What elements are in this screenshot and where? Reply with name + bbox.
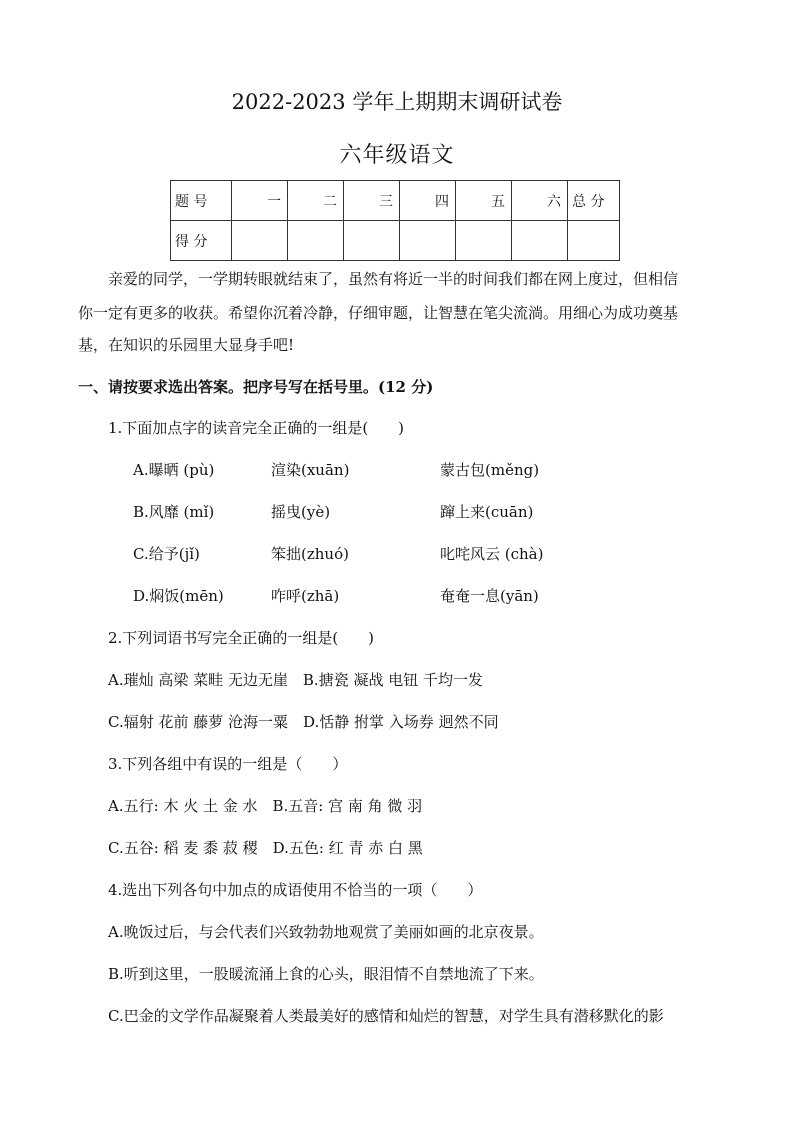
- q1-option-b-word-3: 蹿上来(cuān): [440, 503, 534, 521]
- q1-option-b: B.风靡 (mǐ): [133, 503, 215, 521]
- score-cell-1[interactable]: [232, 221, 288, 261]
- q1-option-d-word-3: 奄奄一息(yān): [440, 587, 539, 605]
- q1-option-b-word-2: 摇曳(yè): [271, 503, 331, 521]
- score-table: [170, 180, 620, 261]
- q1-option-c: C.给予(jǐ): [133, 545, 200, 563]
- header-cell-4: 四: [400, 181, 456, 221]
- score-cell-6[interactable]: [512, 221, 568, 261]
- header-cell-3: 三: [344, 181, 400, 221]
- header-cell-total: 总 分: [568, 181, 620, 221]
- question-2-stem: 2.下列词语书写完全正确的一组是( ): [108, 629, 375, 647]
- q1-option-c-word-2: 笨拙(zhuó): [271, 545, 349, 563]
- score-row-label: 得 分: [171, 221, 232, 261]
- header-cell-1: 一: [232, 181, 288, 221]
- exam-title: 2022-2023 学年上期期末调研试卷: [231, 90, 563, 114]
- header-cell-label: 题 号: [171, 181, 232, 221]
- q4-option-b: B.听到这里，一股暖流涌上食的心头，眼泪情不自禁地流了下来。: [108, 965, 544, 983]
- score-table-score-row: [171, 221, 620, 261]
- score-cell-4[interactable]: [400, 221, 456, 261]
- q3-options-ab: A.五行: 木 火 土 金 水 B.五音: 宫 南 角 微 羽: [108, 797, 423, 815]
- score-cell-total[interactable]: [568, 221, 620, 261]
- intro-line-2: 你一定有更多的收获。希望你沉着冷静，仔细审题，让智慧在笔尖流淌。用细心为成功奠基: [78, 304, 679, 322]
- header-cell-5: 五: [456, 181, 512, 221]
- score-table-header-row: [171, 181, 620, 221]
- intro-line-1: 亲爱的同学，一学期转眼就结束了，虽然有将近一半的时间我们都在网上度过，但相信: [108, 270, 679, 288]
- exam-subtitle: 六年级语文: [339, 143, 455, 168]
- question-1-stem: 1.下面加点字的读音完全正确的一组是( ): [108, 419, 405, 437]
- header-cell-6: 六: [512, 181, 568, 221]
- score-cell-3[interactable]: [344, 221, 400, 261]
- q4-option-c: C.巴金的文学作品凝聚着人类最美好的感情和灿烂的智慧，对学生具有潜移默化的影: [108, 1007, 664, 1025]
- question-3-stem: 3.下列各组中有误的一组是（ ）: [108, 755, 348, 773]
- intro-line-3: 基，在知识的乐园里大显身手吧!: [78, 336, 295, 354]
- q2-options-cd: C.辐射 花前 藤萝 沧海一粟 D.恬静 拊掌 入场券 迥然不同: [108, 713, 499, 731]
- section-1-heading: 一、请按要求选出答案。把序号写在括号里。(12 分): [78, 378, 434, 396]
- score-cell-2[interactable]: [288, 221, 344, 261]
- q1-option-d-word-2: 咋呼(zhā): [271, 587, 340, 605]
- question-4-stem: 4.选出下列各句中加点的成语使用不恰当的一项（ ）: [108, 881, 483, 899]
- q4-option-a: A.晚饭过后，与会代表们兴致勃勃地观赏了美丽如画的北京夜景。: [108, 923, 544, 941]
- q2-options-ab: A.璀灿 高梁 菜畦 无边无崖 B.搪瓷 凝战 电钮 千均一发: [108, 671, 484, 689]
- q1-option-d: D.焖饭(mēn): [133, 587, 224, 605]
- q3-options-cd: C.五谷: 稻 麦 黍 菽 稷 D.五色: 红 青 赤 白 黑: [108, 839, 423, 857]
- header-cell-2: 二: [288, 181, 344, 221]
- q1-option-a-word-3: 蒙古包(měng): [440, 461, 540, 479]
- score-cell-5[interactable]: [456, 221, 512, 261]
- q1-option-c-word-3: 叱咤风云 (chà): [440, 545, 544, 563]
- q1-option-a: A.曝晒 (pù): [133, 461, 215, 479]
- q1-option-a-word-2: 渲染(xuān): [271, 461, 350, 479]
